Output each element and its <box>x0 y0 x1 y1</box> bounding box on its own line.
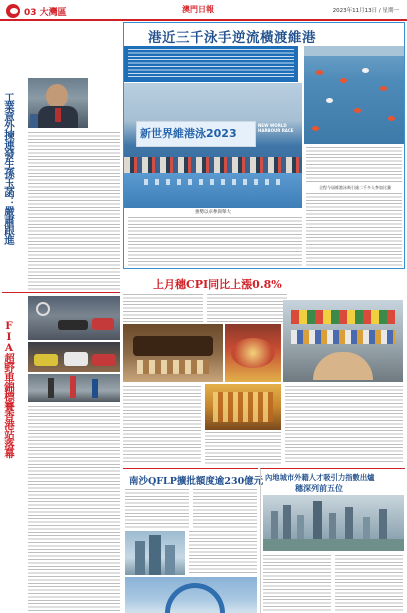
swim-body-text-bottom <box>128 217 302 267</box>
talent-story <box>260 468 405 613</box>
qflp-story <box>123 468 264 613</box>
cpi-body-mid <box>207 294 287 322</box>
fia-race-photo-middle <box>28 342 120 372</box>
swim-banner-text: 新世界維港泳2023 <box>140 127 237 140</box>
cpi-body-left <box>123 294 203 322</box>
swim-start-photo <box>124 83 302 208</box>
column-rule <box>2 292 120 293</box>
nansha-skyline-photo <box>125 531 185 575</box>
swimmers-open-water-photo <box>304 46 404 144</box>
talent-subtitle: 穗深列前五位 <box>295 483 343 493</box>
cpi-market-photo <box>123 324 223 382</box>
fia-race-photo-bottom <box>28 374 120 402</box>
masthead: 澳門日報 <box>182 4 214 14</box>
cpi-story <box>123 270 405 466</box>
talent-body-right <box>335 555 403 613</box>
nansha-arch-photo <box>125 577 257 613</box>
swim-headline: 港近三千泳手逆流橫渡維港 <box>148 30 316 46</box>
official-portrait-photo <box>28 78 88 128</box>
cpi-body-lower-right <box>285 386 403 464</box>
header-rule <box>0 19 407 21</box>
swim-side-text <box>306 147 402 183</box>
page-header <box>0 0 407 22</box>
body-text-fia <box>28 406 120 611</box>
cpi-body-lower-left <box>123 386 201 464</box>
qflp-body-left <box>125 489 189 529</box>
left-column <box>0 22 123 613</box>
city-aerial-photo <box>263 495 404 551</box>
headline-fia: FIA超野車錦標賽香港站落幕 <box>3 320 15 458</box>
talent-headline: 內地城市外籍人才吸引力指數出爐 <box>265 473 375 482</box>
swim-lead-box <box>124 46 298 82</box>
cpi-headline: 上月穗CPI同比上漲0.8% <box>153 278 282 291</box>
logo-swoosh <box>10 8 18 14</box>
swim-caption-right: 全程今屆維港泳吸引逾二千多人參加比賽 <box>319 185 391 190</box>
swim-body-text <box>306 193 402 267</box>
cpi-body-lower-mid <box>205 432 281 464</box>
qflp-headline: 南沙QFLP擴批額度逾230億元 <box>129 476 264 487</box>
headline-industrial-accident: 工業意外揀連發生孫玉菡：嚴肅跟進 <box>3 92 15 244</box>
swim-feature-box <box>123 22 405 269</box>
body-text-industrial <box>28 132 120 292</box>
cpi-store-photo <box>283 300 403 382</box>
swim-banner-sub: NEW WORLD HARBOUR RACE <box>258 123 294 133</box>
fia-race-photo-top <box>28 296 120 340</box>
swim-caption-left: 強勢以卓參與舉大 <box>195 210 231 215</box>
cpi-fruit-photo <box>225 324 281 382</box>
qflp-body-mid <box>189 531 257 575</box>
issue-date: 2023年11月13日 / 星期一 <box>332 8 399 14</box>
page-label: 03 大灣區 <box>24 8 67 18</box>
cpi-shopper-photo <box>205 384 281 430</box>
qflp-body-right <box>193 489 257 529</box>
talent-body-left <box>263 555 331 613</box>
